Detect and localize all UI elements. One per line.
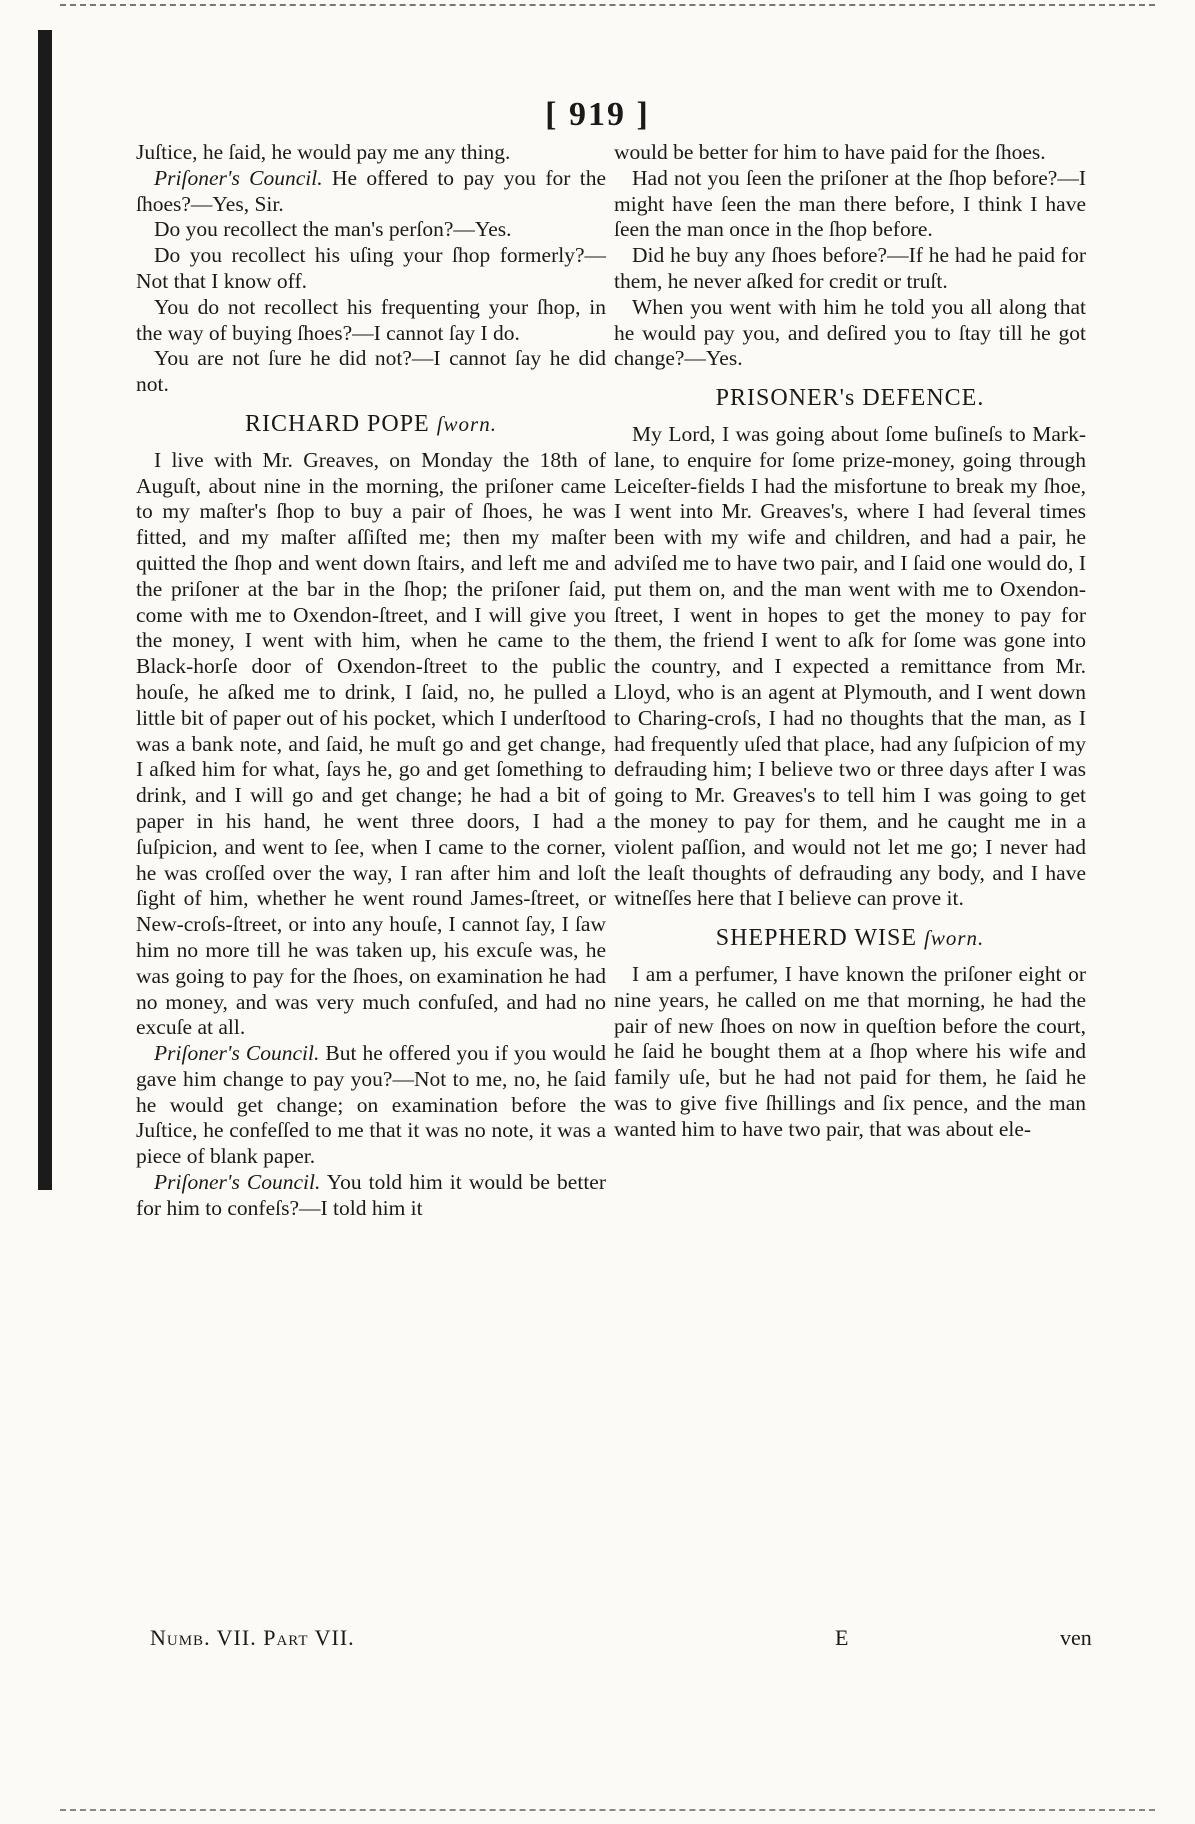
paragraph — [614, 422, 1086, 912]
heading-name: RICHARD POPE — [245, 410, 430, 437]
heading-name: PRISONER's DEFENCE. — [715, 385, 985, 412]
paragraph — [136, 243, 606, 295]
binding-edge-shadow — [38, 30, 52, 1190]
paragraph — [136, 346, 606, 398]
right-column — [614, 140, 1086, 1142]
catchword: ven — [1060, 1625, 1092, 1650]
paragraph-text: I live with Mr. Greaves, on Monday the 18th of Auguſt, about nine in the morning, the priſoner came to my maſter's ſhop to buy a pair of ſhoes, he was fitted, and my maſter aſſiſted me; then my maſter quitted the ſhop and went down ſtairs, and left me and the priſoner at the bar in the ſhop; the priſoner ſaid, come with me to Oxendon-ſtreet, and I will give you the money, I went with him, when he came to the Black-horſe door of Oxendon-ſtreet to the public houſe, he aſked me to drink, I ſaid, no, he pulled a little bit of paper out of his pocket, which I underſtood was a bank note, and ſaid, he muſt go and get change, I aſked him for what, ſays he, go and get ſomething to drink, and I will go and get change; he had a bit of paper in his hand, he went three doors, I had a ſuſpicion, and went to ſee, when I came to the corner, he was croſſed over the way, I ran after him and loſt ſight of him, whether he went round James-ſtreet, or New-croſs-ſtreet, or into any houſe, I cannot ſay, I ſaw him no more till he was taken up, his excuſe was, he was going to pay for the ſhoes, on examination he had no money, and was very much confuſed, and had no excuſe at all. — [136, 447, 606, 1040]
section-heading — [614, 926, 1086, 952]
paragraph-text: Did he buy any ſhoes before?—If he had he paid for them, he never aſked for credit or truſt. — [614, 243, 1086, 293]
speaker-label: Priſoner's Council. — [154, 1170, 321, 1195]
paragraph — [614, 166, 1086, 243]
paragraph-text: Do you recollect his uſing your ſhop formerly?—Not that I know off. — [136, 243, 606, 293]
paragraph — [136, 1041, 606, 1170]
paragraph-text: Do you recollect the man's perſon?—Yes. — [154, 217, 512, 242]
page-number: [ 919 ] — [545, 96, 650, 133]
paragraph-text: When you went with him he told you all along that he would pay you, and deſired you to ſtay till he got change?—Yes. — [614, 294, 1086, 371]
left-column — [136, 140, 606, 1222]
paragraph-text: I am a perfumer, I have known the priſoner eight or nine years, he called on me that morning, he had the pair of new ſhoes on now in queſtion before the court, he ſaid he bought them at a ſhop where his wife and family uſe, but he had not paid for them, he ſaid he was to give five ſhillings and ſix pence, and the man wanted him to have two pair, that was about ele- — [614, 961, 1086, 1141]
paragraph-text: But he offered you if you would gave him change to pay you?—Not to me, no, he ſaid he would get change; on examination before the Juſtice, he confeſſed to me that it was no note, it was a piece of blank paper. — [136, 1041, 607, 1169]
paragraph — [136, 140, 606, 166]
paragraph-text: Had not you ſeen the priſoner at the ſhop before?—I might have ſeen the man there before, I think I have ſeen the man once in the ſhop before. — [614, 165, 1086, 242]
heading-sworn: ſworn. — [923, 926, 985, 951]
paragraph — [614, 243, 1086, 295]
paragraph-text: You told him it would be better for him to confeſs?—I told him it — [136, 1170, 607, 1220]
section-heading — [136, 412, 606, 438]
heading-name: SHEPHERD WISE — [715, 925, 917, 952]
paragraph — [614, 295, 1086, 372]
speaker-label: Priſoner's Council. — [154, 165, 323, 190]
paragraph-text: He offered to pay you for the ſhoes?—Yes, Sir. — [136, 165, 606, 216]
bottom-edge-rule — [60, 1809, 1155, 1814]
paragraph-text: You do not recollect his frequenting your ſhop, in the way of buying ſhoes?—I cannot ſay I do. — [136, 294, 606, 345]
section-heading — [614, 386, 1086, 412]
paragraph — [614, 140, 1086, 166]
footer-signature: Numb. VII. Part VII. — [150, 1625, 355, 1650]
signature-mark: E — [835, 1625, 849, 1650]
paragraph — [136, 217, 606, 243]
paragraph-text: You are not ſure he did not?—I cannot ſay he did not. — [136, 346, 606, 397]
heading-sworn: ſworn. — [436, 411, 497, 436]
paragraph-text: My Lord, I was going about ſome buſineſs to Mark-lane, to enquire for ſome prize-money, going through Leiceſter-fields I had the misfortune to break my ſhoe, I went into Mr. Greaves's, where I had ſeveral times been with my wife and children, and had a pair, he adviſed me to have two pair, and I ſaid one would do, I put them on, and the man went with me to Oxendon-ſtreet, I went in hopes to get the money to pay for them, the friend I went to aſk for ſome was gone into the country, and I expected a remittance from Mr. Lloyd, who is an agent at Plymouth, and I went down to Charing-croſs, I had no thoughts that the man, as I had frequently uſed that place, had any ſuſpicion of my defrauding him; I believe two or three days after I was going to Mr. Greaves's to tell him I was going to get the money to pay for them, and he caught me in a violent paſſion, and would not let me go; I never had the leaſt thoughts of defrauding any body, and I have witneſſes here that I believe can prove it. — [614, 421, 1086, 911]
paragraph — [136, 448, 606, 1041]
paragraph — [136, 1170, 606, 1222]
paragraph-text: Juſtice, he ſaid, he would pay me any thing. — [136, 140, 511, 164]
paragraph — [136, 295, 606, 347]
paragraph — [614, 962, 1086, 1143]
paragraph — [136, 166, 606, 218]
paragraph-text: would be better for him to have paid for the ſhoes. — [614, 140, 1046, 164]
speaker-label: Priſoner's Council. — [154, 1041, 320, 1066]
top-edge-rule — [60, 4, 1155, 9]
